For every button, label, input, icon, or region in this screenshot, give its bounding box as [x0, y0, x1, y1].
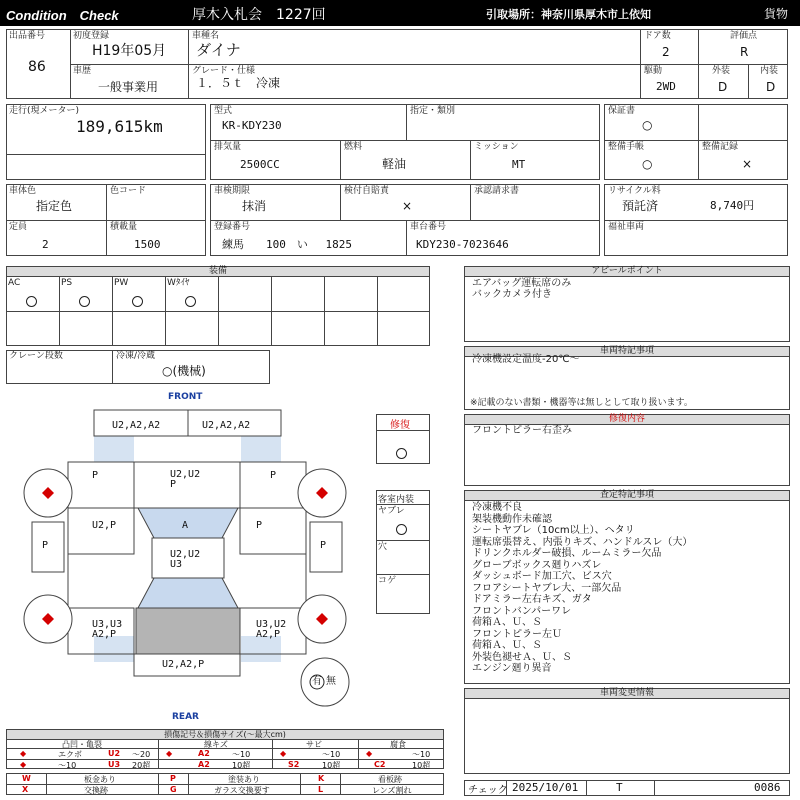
- load-label: 積載量: [110, 222, 138, 232]
- equip-ps-label: PS: [61, 278, 73, 288]
- cabin-title: 客室内装: [378, 495, 415, 505]
- equip-wtire-mark: [185, 292, 196, 311]
- inspection-note-line: フロントバンパーワレ: [472, 605, 572, 617]
- legend-g3-name: サビ: [306, 740, 322, 749]
- fuel-value: 軽油: [382, 157, 407, 171]
- cell-bumper: U2,A2,P: [162, 659, 205, 670]
- cell-top-right: U2,A2,A2: [202, 420, 251, 431]
- mileage-label: 走行(現メーター): [9, 106, 80, 116]
- score-label: 評価点: [730, 31, 758, 41]
- maint-book-label: 整備手帳: [608, 142, 645, 152]
- legend-diamond-5: ◆: [366, 749, 373, 758]
- repair-detail-line-1: フロントピラー右歪み: [472, 425, 572, 436]
- cell-door-right: P: [256, 520, 263, 531]
- legend-g1-c1: エクボ: [58, 750, 82, 759]
- legend-code-l-text: レンズ割れ: [372, 786, 412, 795]
- color-code-label: 色コード: [110, 186, 147, 196]
- cell-top-left: U2,A2,A2: [112, 420, 161, 431]
- insurance-label: 検付自賠責: [344, 186, 390, 196]
- legend-g1-c6: ～10: [58, 761, 77, 770]
- recycle-status: 預託済: [622, 199, 659, 213]
- legend-g4-name: 腐食: [390, 740, 406, 749]
- inspection-note-line: エンジン廻り異音: [472, 663, 552, 674]
- interior-value: D: [766, 80, 776, 94]
- legend-code-x: X: [22, 785, 29, 794]
- equip-pw-mark: [132, 292, 143, 311]
- legend-g1-name: 凸凹・亀裂: [62, 740, 102, 749]
- model-label: 型式: [214, 106, 233, 116]
- equipment-header: 装備: [6, 266, 430, 277]
- color-label: 車体色: [9, 186, 37, 196]
- first-reg-value: H19年05月: [92, 43, 167, 59]
- car-name-value: ダイナ: [196, 41, 241, 59]
- vehicle-type: 貨物: [764, 7, 789, 21]
- inspection-note-line: フロアシートヤブレ大、一部欠品: [472, 582, 622, 594]
- equip-ac-mark: [26, 292, 37, 311]
- header-bar: [0, 0, 800, 26]
- history-label: 車歴: [73, 66, 92, 76]
- legend-g4-c2: C2: [374, 760, 386, 769]
- cell-door-left: U2,P: [92, 520, 117, 531]
- legend-g3-c3: 10超: [322, 761, 341, 770]
- cell-side-left: P: [42, 540, 49, 551]
- repair-mark: [396, 444, 407, 463]
- appeal-line-2: バックカメラ付き: [472, 289, 552, 300]
- cell-windshield: A: [182, 520, 189, 531]
- warranty-label: 保証書: [608, 106, 636, 116]
- check-label: チェック: [468, 785, 508, 796]
- cell-rear-right: U3,U2 A2,P: [256, 619, 287, 640]
- auction-title: 厚木入札会 1227回: [192, 7, 326, 23]
- legend-g2-c1: A2: [198, 749, 210, 758]
- maint-book-value: ○: [642, 157, 653, 171]
- legend-code-k-text: 看板跡: [378, 775, 402, 784]
- legend-diamond-4: ◆: [280, 749, 287, 758]
- rear-label: REAR: [172, 712, 199, 722]
- ari-label: 有: [312, 676, 322, 687]
- cell-hood-left: P: [92, 470, 99, 481]
- crane-label: クレーン段数: [9, 351, 63, 361]
- reg-no-label: 登録番号: [214, 222, 251, 232]
- exterior-value: D: [718, 80, 728, 94]
- legend-code-k: K: [318, 774, 325, 783]
- history-value: 一般事業用: [98, 80, 159, 94]
- special-line-1: 冷凍機設定温度-20℃～: [472, 354, 580, 365]
- legend-g3-c1: ～10: [322, 750, 341, 759]
- inspection-value: 抹消: [242, 199, 267, 213]
- cell-side-right: P: [320, 540, 327, 551]
- mission-value: MT: [512, 158, 526, 171]
- legend-code-p: P: [170, 774, 176, 783]
- inspection-note-line: ダッシュボード加工穴、ビス穴: [472, 571, 612, 582]
- appeal-line-1: エアバッグ運転席のみ: [472, 278, 572, 289]
- legend-g1-c3: ～20: [132, 750, 151, 759]
- legend-g1-c4: U3: [108, 760, 121, 769]
- legend-code-g-text: ガラス交換要す: [214, 786, 270, 795]
- recycle-label: リサイクル料: [608, 186, 661, 196]
- inspection-note-line: フロントピラー左Ｕ: [472, 628, 562, 640]
- inspection-note-line: ドアミラー左右キズ、ガタ: [472, 594, 592, 605]
- legend-diamond-3: ◆: [166, 749, 173, 758]
- brand-title: Condition Check: [6, 8, 119, 23]
- repair-detail-header: 修復内容: [464, 414, 790, 425]
- inspection-note-line: 運転席張替え、内張りキズ、ハンドルスレ（大）: [472, 536, 693, 548]
- pickup-location: 引取場所：神奈川県厚木市上依知: [486, 8, 651, 21]
- capacity-value: 2: [42, 238, 49, 251]
- chassis-value: KDY230-7023646: [416, 238, 509, 251]
- cabin-yabure-label: ヤブレ: [378, 506, 405, 516]
- chassis-label: 車台番号: [410, 222, 447, 232]
- cabin-yabure-mark: [396, 520, 407, 539]
- inspection-note-line: ドリンクホルダー破損、ルームミラー欠品: [472, 548, 662, 559]
- grade-value: １．５ｔ 冷凍: [196, 76, 281, 90]
- fridge-value: ○(機械): [162, 364, 206, 378]
- warranty-value: ○: [642, 118, 653, 132]
- nashi-label: 無: [326, 676, 336, 687]
- score-value: R: [740, 45, 749, 59]
- inspection-note-line: 外装色褪せＡ、Ｕ、Ｓ: [472, 651, 572, 663]
- check-mark: T: [616, 781, 623, 794]
- fuel-label: 燃料: [344, 142, 363, 152]
- legend-code-g: G: [170, 785, 177, 794]
- inspection-notes-header: 査定特記事項: [464, 490, 790, 501]
- special-header: 車両特記事項: [464, 346, 790, 357]
- inspection-note-line: 冷凍機不良: [472, 502, 522, 513]
- insurance-value: ×: [402, 199, 413, 213]
- legend-code-p-text: 塗装あり: [228, 775, 260, 784]
- displacement-label: 排気量: [214, 142, 242, 152]
- cabin-burn-label: コゲ: [378, 576, 397, 586]
- approval-label: 承認請求書: [474, 186, 520, 196]
- legend-g1-c5: 20超: [132, 761, 151, 770]
- designation-label: 指定・類別: [410, 106, 456, 116]
- cell-hood-right: P: [270, 470, 277, 481]
- legend-header: 損傷記号＆損傷サイズ(～最大cm): [6, 729, 444, 740]
- first-reg-label: 初度登録: [73, 31, 110, 41]
- legend-g3-c2: S2: [288, 760, 300, 769]
- change-info-header: 車両変更情報: [464, 688, 790, 699]
- drive-label: 駆動: [644, 66, 663, 76]
- equip-wtire-label: Wﾀｲﾔ: [167, 278, 190, 288]
- load-value: 1500: [134, 238, 161, 251]
- inspection-note-line: 荷箱Ａ、Ｕ、Ｓ: [472, 617, 542, 628]
- legend-code-x-text: 交換跡: [84, 786, 108, 795]
- grade-label: グレード・仕様: [192, 66, 256, 76]
- color-value: 指定色: [36, 199, 73, 213]
- equip-ps-mark: [79, 292, 90, 311]
- legend-g2-c3: A2: [198, 760, 210, 769]
- change-info-box: [464, 698, 790, 774]
- inspection-note-line: シートヤブレ（10cm以上）、ヘタリ: [472, 525, 635, 536]
- lot-label: 出品番号: [9, 31, 46, 41]
- legend-diamond-1: ◆: [20, 749, 27, 758]
- car-name-label: 車種名: [192, 31, 220, 41]
- cell-rear-left: U3,U3 A2,P: [92, 619, 123, 640]
- interior-label: 内装: [760, 66, 779, 76]
- capacity-label: 定員: [9, 222, 28, 232]
- cabin-hole-label: 穴: [378, 542, 388, 552]
- cell-roof: U2,U2 U3: [170, 549, 201, 570]
- legend-code-w: W: [22, 774, 31, 783]
- appeal-header: アピールポイント: [464, 266, 790, 277]
- legend-g2-c2: ～10: [232, 750, 251, 759]
- doors-value: 2: [662, 45, 670, 59]
- maint-record-label: 整備記録: [702, 142, 739, 152]
- doors-label: ドア数: [644, 31, 671, 41]
- inspection-notes-list: [472, 502, 788, 675]
- front-label: FRONT: [168, 392, 203, 402]
- equip-ac-label: AC: [8, 278, 21, 288]
- legend-g2-name: 線キズ: [204, 740, 228, 749]
- maint-record-value: ×: [742, 157, 753, 171]
- model-value: KR-KDY230: [222, 119, 282, 132]
- fridge-label: 冷凍/冷蔵: [116, 351, 156, 361]
- legend-code-l: L: [318, 785, 324, 794]
- inspection-note-line: 架装機動作未確認: [472, 513, 552, 525]
- reg-no-value: 練馬 100 い 1825: [222, 238, 352, 251]
- check-number: 0086: [754, 781, 781, 794]
- recycle-fee: 8,740円: [710, 199, 755, 212]
- inspection-note-line: グローブボックス廻りハズレ: [472, 559, 602, 571]
- inspection-note-line: 荷箱Ａ、Ｕ、Ｓ: [472, 640, 542, 651]
- equip-pw-label: PW: [114, 278, 129, 288]
- mission-label: ミッション: [474, 142, 519, 152]
- drive-value: 2WD: [656, 80, 676, 93]
- mileage-value: 189,615km: [76, 117, 163, 136]
- repair-title: 修復: [390, 420, 410, 431]
- welfare-label: 福祉車両: [608, 222, 645, 232]
- cell-hood-center: U2,U2 P: [170, 469, 201, 490]
- lot-number: 86: [28, 59, 46, 75]
- legend-g1-c2: U2: [108, 749, 121, 758]
- inspection-label: 車検期限: [214, 186, 251, 196]
- displacement-value: 2500CC: [240, 158, 280, 171]
- legend-g4-c3: 10超: [412, 761, 431, 770]
- check-date: 2025/10/01: [512, 781, 579, 794]
- special-note: ※記載のない書類・機器等は無しとして取り扱います。: [470, 398, 693, 408]
- legend-g2-c4: 10超: [232, 761, 251, 770]
- legend-code-w-text: 板金あり: [84, 775, 116, 784]
- legend-diamond-2: ◆: [20, 760, 27, 769]
- legend-g4-c1: ～10: [412, 750, 431, 759]
- exterior-label: 外装: [712, 66, 731, 76]
